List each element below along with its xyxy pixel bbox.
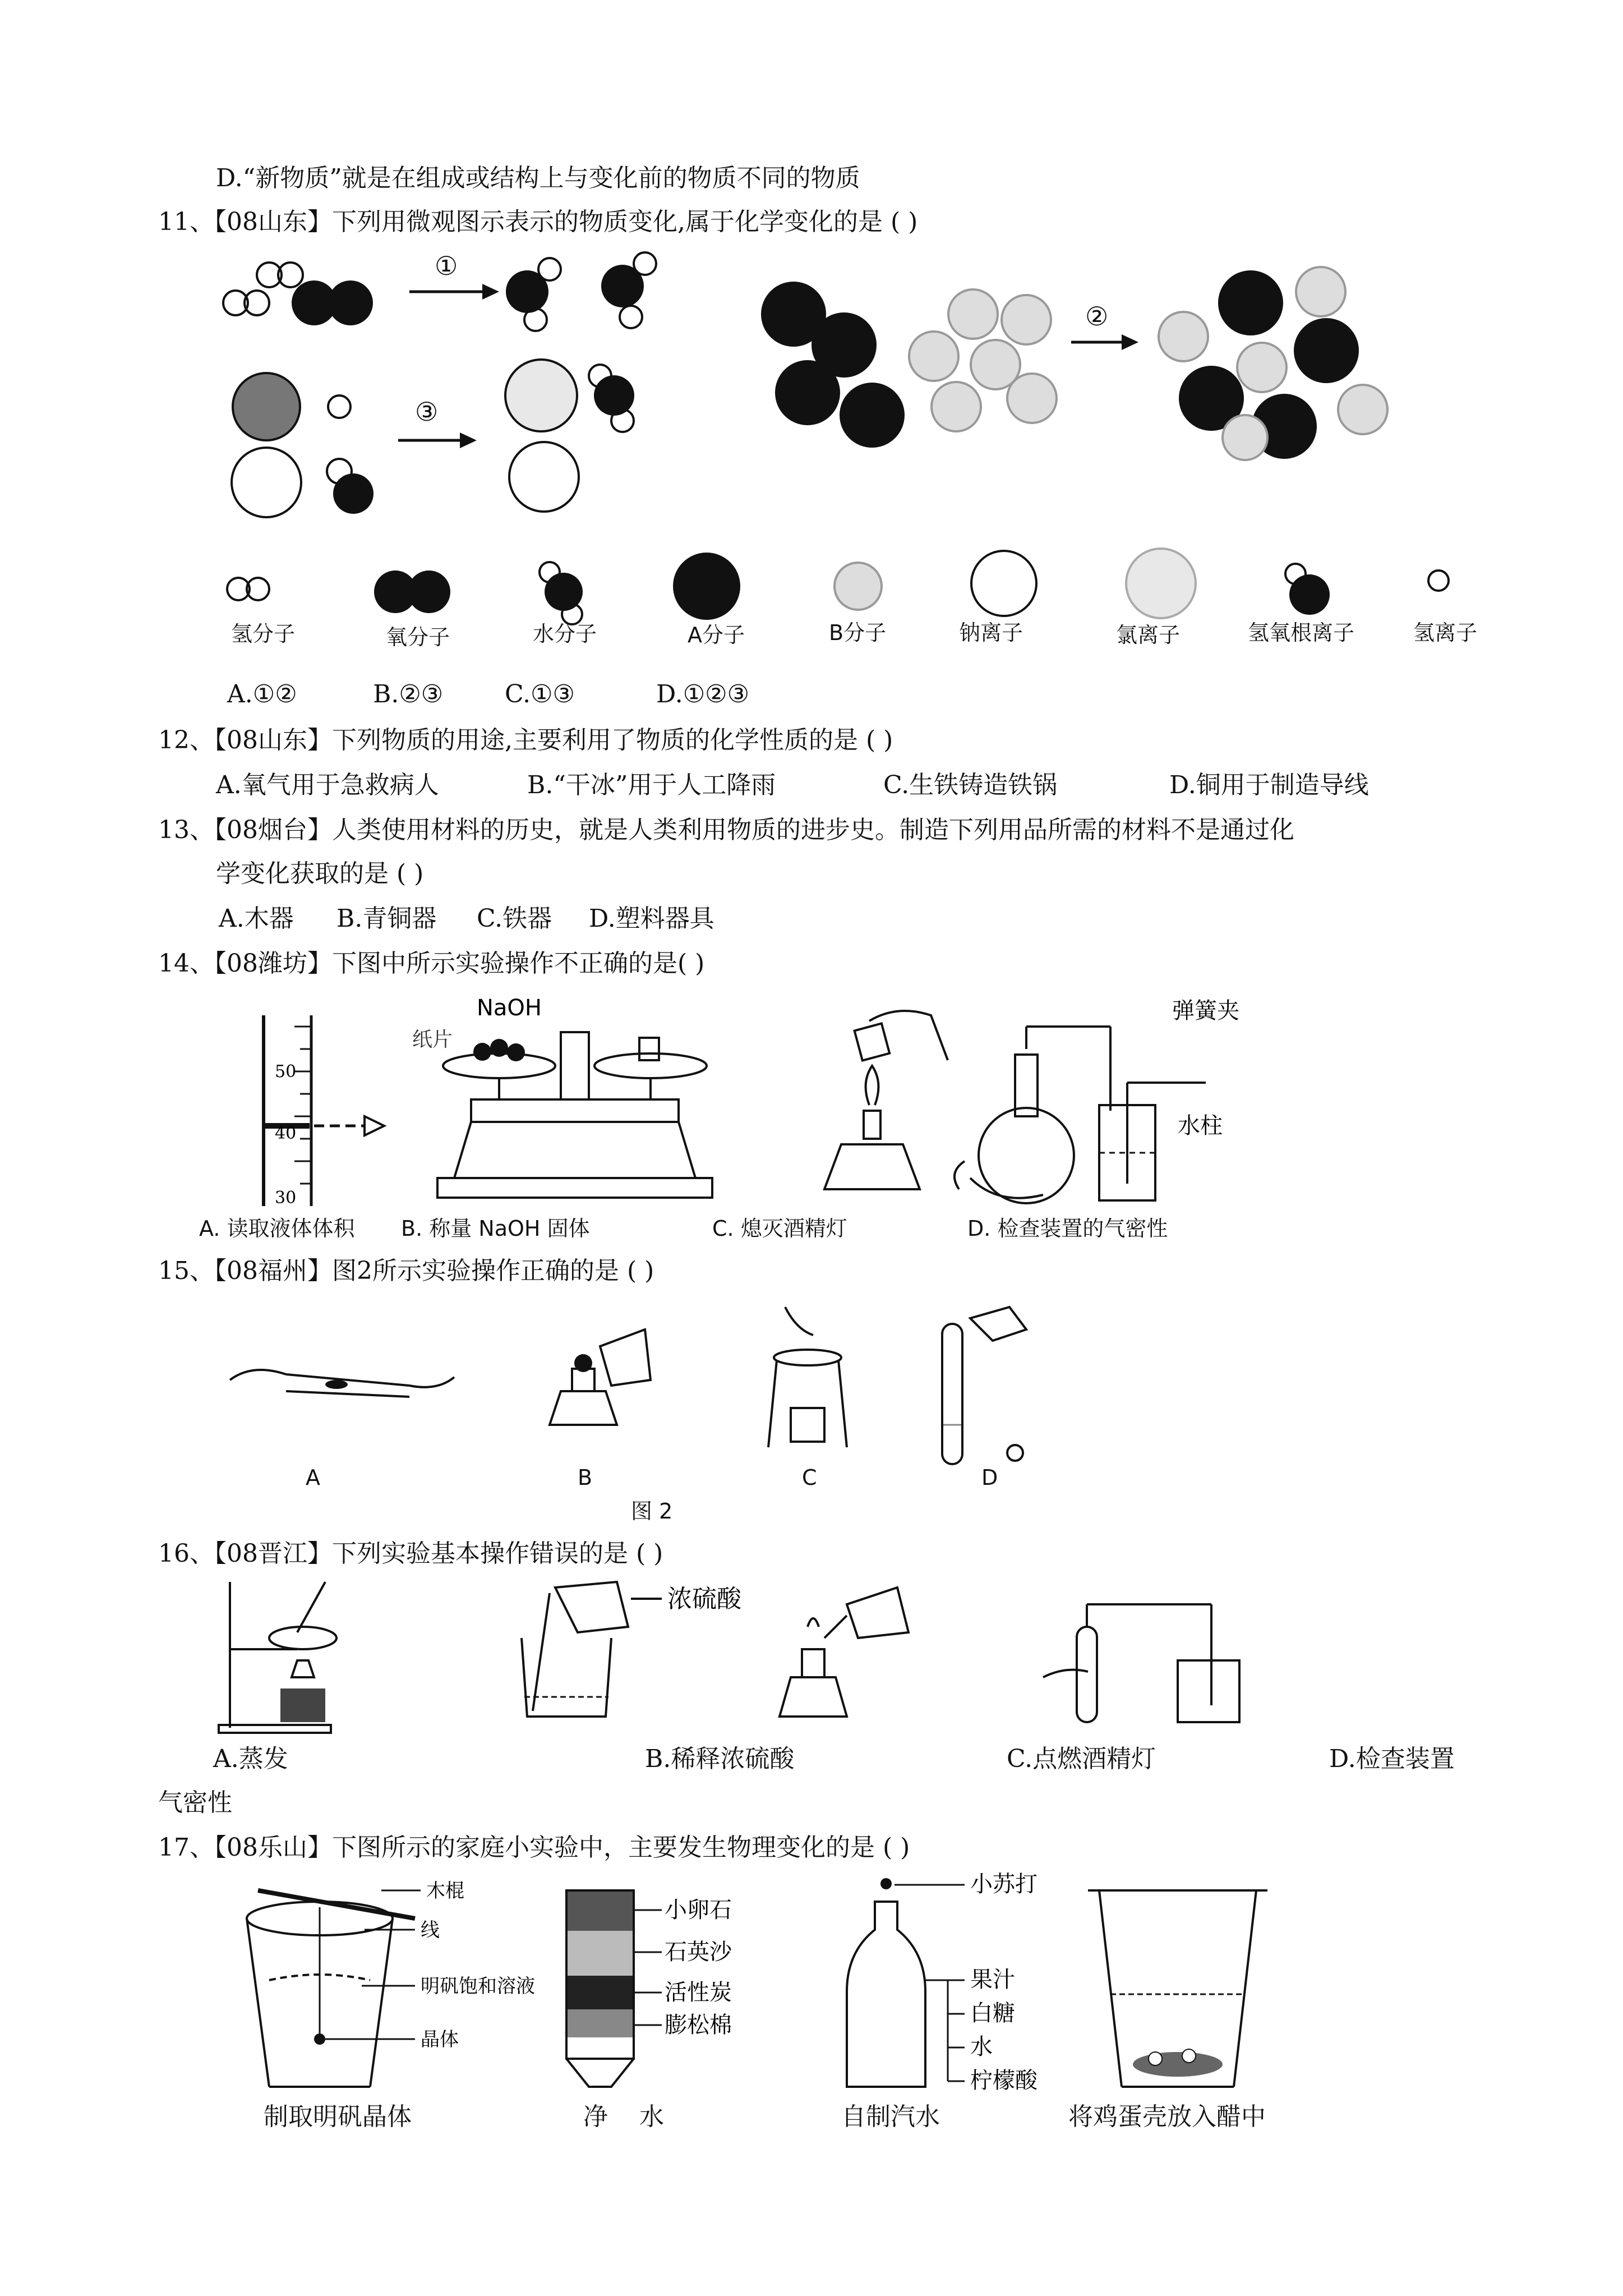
q11-legend-h: 氢离子 — [1413, 620, 1478, 645]
q11-arrow-3-label: ③ — [415, 397, 439, 427]
q16-a-evaporation — [219, 1582, 336, 1733]
q16-d-airtight — [1043, 1604, 1239, 1722]
q14-clip-label: 弹簧夹 — [1172, 998, 1239, 1024]
q17-filter-label-carbon: 活性炭 — [665, 1980, 732, 2005]
q17-soda-label-sugar: 白糖 — [970, 2000, 1015, 2026]
q16-caption-a: A.蒸发 — [213, 1745, 288, 1773]
q11-reaction-1 — [223, 251, 656, 331]
q15-letter-a: A — [306, 1465, 320, 1490]
q14-caption-c: C. 熄灭酒精灯 — [712, 1216, 847, 1241]
q17-soda — [847, 1871, 1038, 2093]
q11-legend-b: B分子 — [829, 620, 887, 645]
q14-paper-label: 纸片 — [412, 1028, 453, 1051]
q17-stem: 17、【08乐山】下图所示的家庭小实验中，主要发生物理变化的是 ( ) — [158, 1833, 910, 1862]
q13-option-d: D.塑料器具 — [589, 904, 714, 933]
q14-c-lamp — [824, 1011, 948, 1189]
q14-stem: 14、【08潍坊】下图中所示实验操作不正确的是( ) — [158, 949, 705, 978]
q15-stem: 15、【08福州】图2所示实验操作正确的是 ( ) — [158, 1257, 654, 1285]
q14-water-label: 水柱 — [1178, 1113, 1223, 1139]
q11-legend-h2o: 水分子 — [533, 622, 597, 646]
q12-option-d: D.铜用于制造导线 — [1169, 771, 1369, 799]
q17-alum — [247, 1880, 535, 2087]
q14-tick-30: 30 — [275, 1188, 297, 1208]
q15-figure-label: 图 2 — [631, 1499, 673, 1524]
q11-reaction-2 — [761, 267, 1387, 460]
q16-acid-label: 浓硫酸 — [667, 1585, 741, 1613]
q15-letter-b: B — [578, 1465, 593, 1490]
q14-a-cylinder — [264, 1015, 384, 1208]
q11-stem: 11、【08山东】下列用微观图示表示的物质变化,属于化学变化的是 ( ) — [158, 208, 918, 236]
q11-legend-o2: 氧分子 — [386, 625, 450, 650]
q17-caption-filter: 净 水 — [583, 2102, 664, 2131]
q17-figure — [236, 1868, 1357, 2104]
q17-soda-label-juice: 果汁 — [970, 1967, 1015, 1993]
q15-figure — [219, 1296, 1116, 1481]
q15-a-tube — [230, 1370, 454, 1397]
q13-option-a: A.木器 — [219, 904, 294, 933]
q17-alum-label-stick: 木棍 — [426, 1880, 464, 1902]
q14-tick-50: 50 — [275, 1062, 297, 1082]
q17-caption-soda: 自制汽水 — [841, 2102, 940, 2131]
q17-alum-label-crystal: 晶体 — [421, 2028, 459, 2051]
q16-b-dilution — [522, 1582, 742, 1717]
q17-soda-label-citric: 柠檬酸 — [970, 2068, 1038, 2093]
q17-filter-label-cotton: 膨松棉 — [665, 2012, 732, 2038]
q17-filter — [566, 1890, 733, 2087]
q11-option-c: C.①③ — [505, 680, 575, 708]
q15-letter-c: C — [802, 1465, 817, 1490]
q14-figure — [202, 993, 1267, 1217]
q17-alum-label-thread: 线 — [421, 1919, 440, 1941]
q11-reaction-3 — [232, 360, 634, 517]
q11-legend-na: 钠离子 — [959, 620, 1023, 645]
q12-stem: 12、【08山东】下列物质的用途,主要利用了物质的化学性质的是 ( ) — [158, 726, 893, 754]
q17-caption-eggshell: 将鸡蛋壳放入醋中 — [1068, 2102, 1266, 2131]
q15-c-stand — [768, 1307, 847, 1447]
q11-molecule-figure — [213, 247, 1458, 651]
q14-tick-40: 40 — [275, 1124, 297, 1143]
q16-caption-c: C.点燃酒精灯 — [1007, 1745, 1156, 1773]
q13-stem-line1: 13、【08烟台】人类使用材料的历史，就是人类利用物质的进步史。制造下列用品所需的材料不是通过化 — [158, 816, 1294, 844]
q11-legend-a: A分子 — [688, 623, 745, 647]
q15-b-lamp — [550, 1329, 651, 1425]
q11-arrow-2-label: ② — [1085, 301, 1109, 332]
q14-caption-b: B. 称量 NaOH 固体 — [401, 1216, 590, 1241]
q12-option-c: C.生铁铸造铁锅 — [883, 771, 1058, 799]
q17-filter-label-pebbles: 小卵石 — [665, 1897, 732, 1923]
q16-caption-b: B.稀释浓硫酸 — [645, 1745, 795, 1773]
q16-caption-d: D.检查装置 — [1329, 1745, 1455, 1773]
q14-b-balance — [412, 995, 712, 1198]
q11-legend-h2: 氢分子 — [231, 622, 296, 646]
q17-alum-label-solution: 明矾饱和溶液 — [421, 1975, 535, 1998]
q14-naoh-label: NaOH — [477, 995, 542, 1021]
q16-caption-d-wrap: 气密性 — [158, 1788, 232, 1817]
q17-soda-label-bicarb: 小苏打 — [970, 1871, 1038, 1897]
q11-legend-cl: 氯离子 — [1116, 623, 1181, 647]
q11-option-d: D.①②③ — [656, 680, 750, 708]
q14-caption-a: A. 读取液体体积 — [199, 1216, 355, 1241]
q17-filter-label-sand: 石英沙 — [665, 1939, 732, 1965]
q12-option-b: B.“干冰”用于人工降雨 — [527, 771, 776, 799]
q13-option-c: C.铁器 — [477, 904, 552, 933]
q14-d-flask — [955, 998, 1239, 1203]
q16-figure — [213, 1576, 1503, 1739]
q13-stem-line2: 学变化获取的是 ( ) — [216, 859, 424, 888]
q11-option-a: A.①② — [227, 680, 297, 708]
q17-eggshell — [1088, 1890, 1267, 2087]
q16-c-lighting — [780, 1588, 909, 1717]
q10-option-d: D.“新物质”就是在组成或结构上与变化前的物质不同的物质 — [216, 164, 860, 192]
q15-letter-d: D — [981, 1465, 998, 1490]
q11-legend-oh: 氢氧根离子 — [1248, 620, 1355, 645]
q12-option-a: A.氧气用于急救病人 — [216, 771, 439, 799]
q15-d-tube — [942, 1307, 1026, 1464]
q16-stem: 16、【08晋江】下列实验基本操作错误的是 ( ) — [158, 1539, 663, 1568]
q17-caption-alum: 制取明矾晶体 — [264, 2102, 412, 2131]
q13-option-b: B.青铜器 — [336, 904, 437, 933]
q11-option-b: B.②③ — [373, 680, 444, 708]
q14-caption-d: D. 检查装置的气密性 — [967, 1216, 1168, 1241]
q17-soda-label-water: 水 — [970, 2034, 993, 2060]
q11-legend — [227, 549, 1449, 624]
q11-arrow-1-label: ① — [435, 251, 458, 281]
